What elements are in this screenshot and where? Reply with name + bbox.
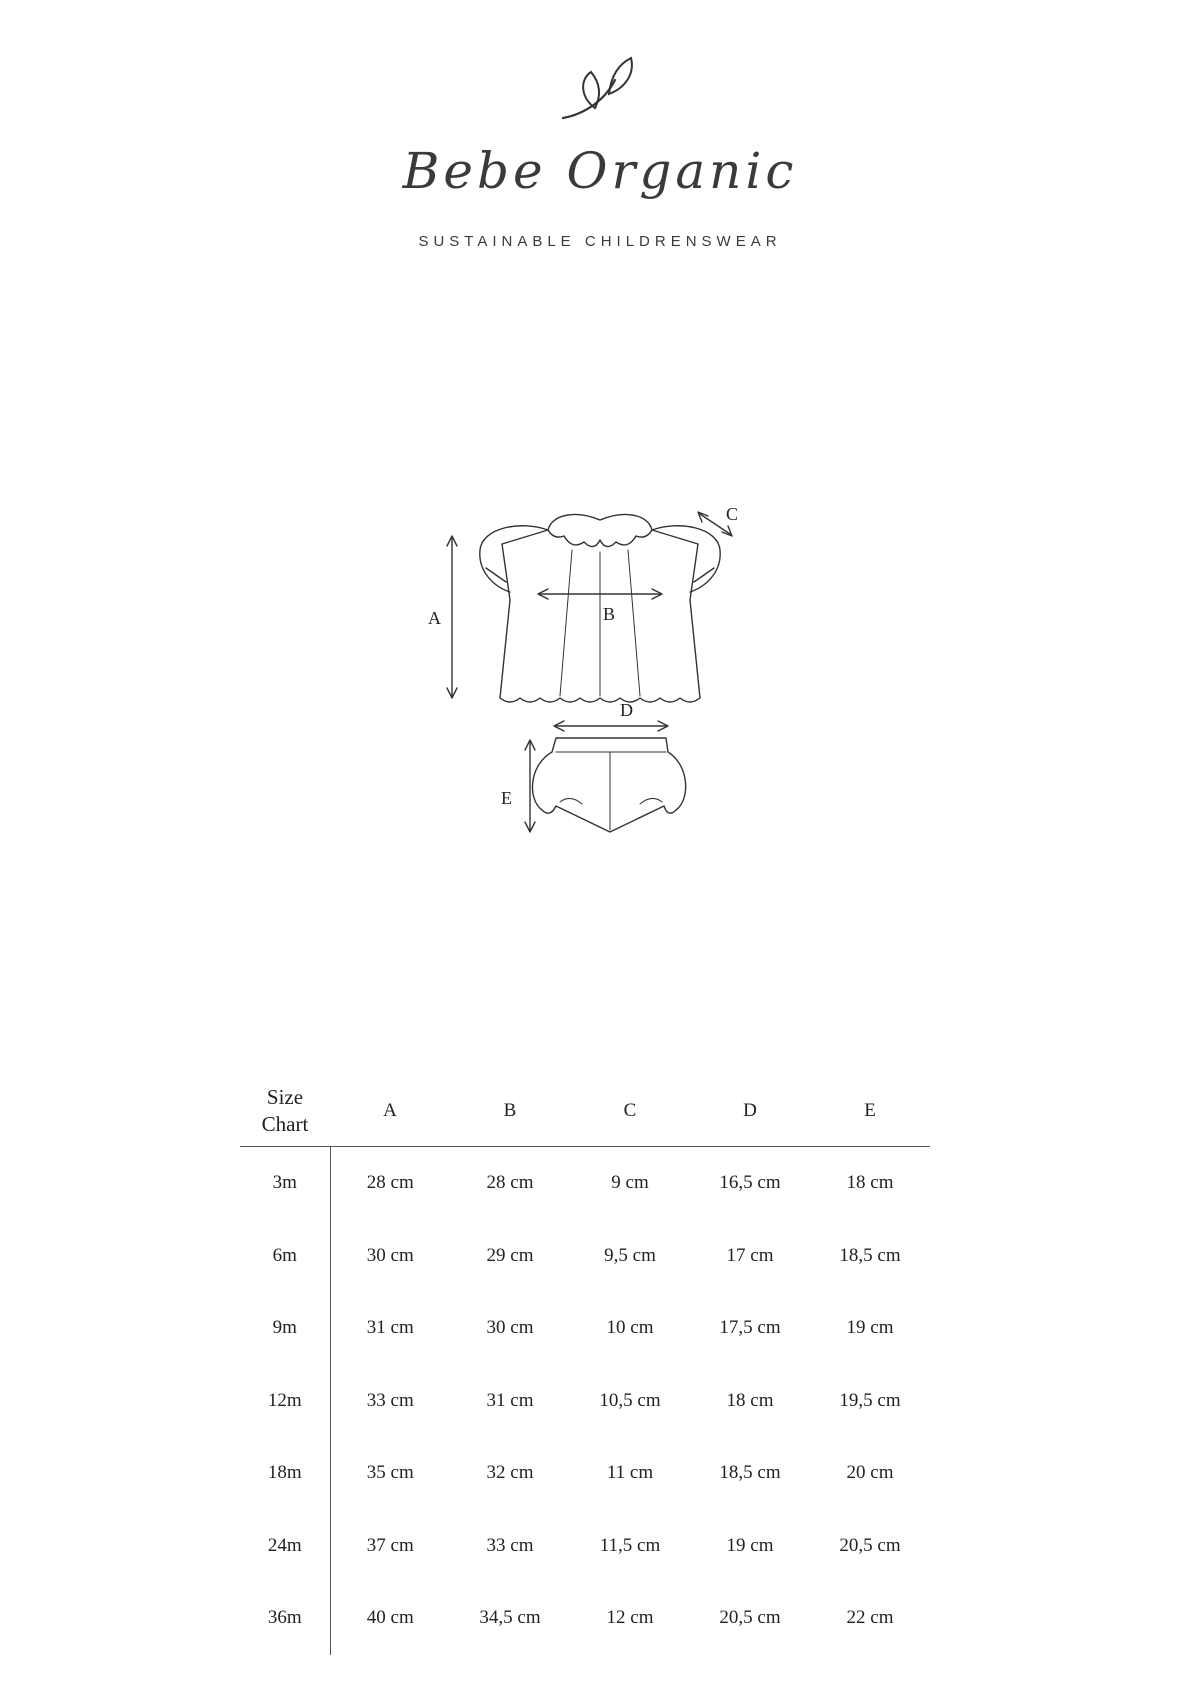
table-cell: 9,5 cm: [604, 1244, 656, 1266]
table-cell: 20 cm: [846, 1462, 894, 1484]
table-cell: 17,5 cm: [719, 1317, 781, 1339]
column-header-d: D: [743, 1100, 757, 1121]
table-row: [240, 1220, 930, 1293]
brand-logo: [0, 0, 1200, 280]
row-size-label: 24m: [267, 1534, 302, 1556]
table-cell: 32 cm: [486, 1462, 534, 1484]
row-size-label: 36m: [267, 1607, 302, 1629]
table-row: [240, 1510, 930, 1583]
row-size-label: 9m: [272, 1317, 297, 1339]
table-cell: 18 cm: [846, 1172, 894, 1194]
row-size-label: 12m: [267, 1389, 302, 1411]
brand-name: Bebe Organic: [402, 142, 798, 200]
table-cell: 30 cm: [330, 1220, 450, 1293]
label-e: E: [501, 788, 512, 808]
table-cell: 20,5 cm: [839, 1534, 901, 1556]
label-b: B: [603, 604, 616, 624]
table-cell: 28 cm: [486, 1172, 534, 1194]
table-cell: 19 cm: [726, 1534, 774, 1556]
column-header-a: A: [383, 1100, 397, 1121]
row-size-label: 3m: [272, 1172, 297, 1194]
label-c: C: [726, 504, 739, 524]
size-chart-header: [240, 1076, 930, 1147]
brand-tagline: SUSTAINABLE CHILDRENSWEAR: [418, 233, 782, 250]
table-cell: 19,5 cm: [839, 1389, 901, 1411]
table-row: [240, 1437, 930, 1510]
table-cell: 20,5 cm: [719, 1607, 781, 1629]
garment-diagram: [0, 470, 1200, 930]
column-header-b: B: [503, 1100, 517, 1121]
column-header-e: E: [864, 1100, 876, 1121]
table-cell: 28 cm: [330, 1147, 450, 1220]
table-cell: 34,5 cm: [479, 1607, 541, 1629]
table-cell: 11,5 cm: [599, 1534, 661, 1556]
table-cell: 31 cm: [330, 1292, 450, 1365]
leaf-icon: [555, 52, 645, 124]
table-row: [240, 1365, 930, 1438]
size-chart-title: Size Chart: [261, 1085, 309, 1136]
table-cell: 33 cm: [330, 1365, 450, 1438]
table-cell: 18,5 cm: [839, 1244, 901, 1266]
table-cell: 17 cm: [726, 1244, 774, 1266]
label-a: A: [428, 608, 441, 628]
table-row: [240, 1147, 930, 1220]
right-sleeve: [652, 526, 720, 592]
row-size-label: 6m: [272, 1244, 297, 1266]
table-cell: 19 cm: [846, 1317, 894, 1339]
label-d: D: [620, 700, 633, 720]
table-cell: 16,5 cm: [719, 1172, 781, 1194]
table-cell: 18,5 cm: [719, 1462, 781, 1484]
left-sleeve: [480, 526, 548, 592]
table-cell: 35 cm: [330, 1437, 450, 1510]
table-row: [240, 1292, 930, 1365]
table-cell: 30 cm: [486, 1317, 534, 1339]
table-cell: 22 cm: [846, 1607, 894, 1629]
table-cell: 33 cm: [486, 1534, 534, 1556]
table-cell: 40 cm: [330, 1582, 450, 1655]
table-cell: 31 cm: [486, 1389, 534, 1411]
size-chart-table: [240, 1076, 930, 1655]
dress-collar: [548, 515, 652, 547]
row-size-label: 18m: [267, 1462, 302, 1484]
table-cell: 37 cm: [330, 1510, 450, 1583]
table-cell: 18 cm: [726, 1389, 774, 1411]
table-cell: 9 cm: [611, 1172, 649, 1194]
table-cell: 11 cm: [606, 1462, 654, 1484]
table-cell: 12 cm: [606, 1607, 654, 1629]
table-cell: 10,5 cm: [599, 1389, 661, 1411]
table-cell: 29 cm: [486, 1244, 534, 1266]
column-header-c: C: [623, 1100, 637, 1121]
table-cell: 10 cm: [606, 1317, 654, 1339]
table-row: [240, 1582, 930, 1655]
